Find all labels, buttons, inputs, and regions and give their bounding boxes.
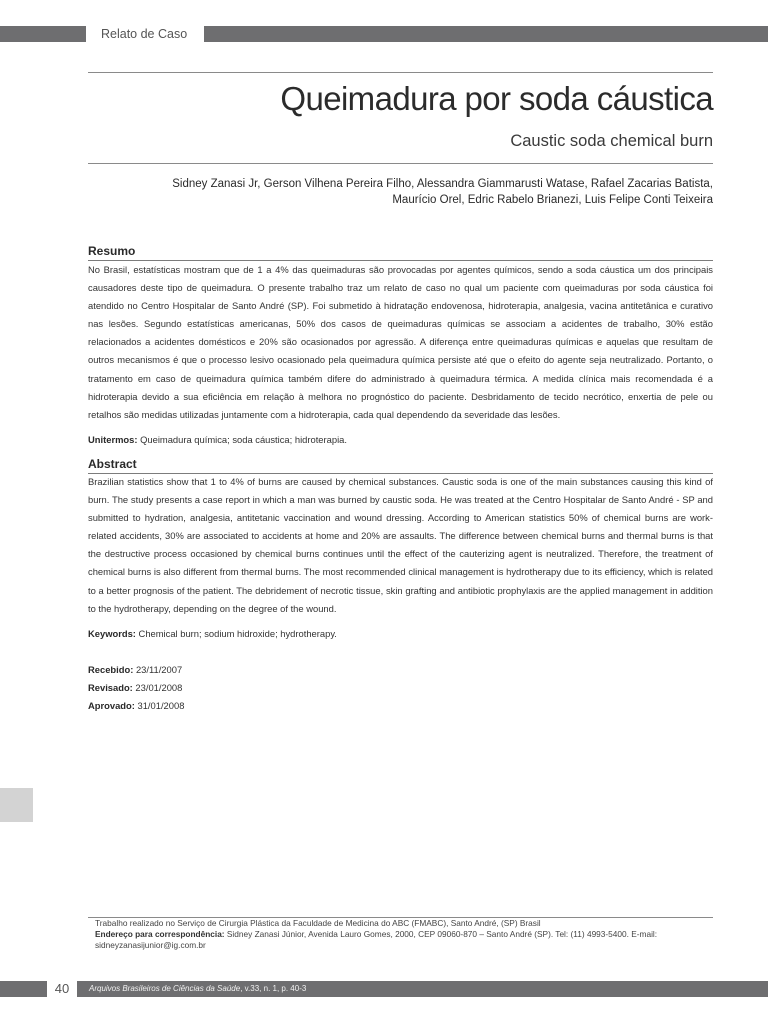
received-value: 23/11/2007 [135,664,183,675]
correspondence-text: Sidney Zanasi Júnior, Avenida Lauro Gomes, 2000, CEP 09060-870 – Santo André (SP). Tel: (11) 4993-5400. E-mail: sidneyzanasijunior@ig.com.br [95,929,658,950]
footnote-correspondence [95,929,710,951]
received-label: Recebido: [88,664,134,675]
correspondence-label: Endereço para correspondência: [95,929,225,939]
submission-dates [88,661,184,716]
title-top-rule [88,72,713,73]
abstract-text: Brazilian statistics show that 1 to 4% of burns are caused by chemical substances. Caustic soda is one of the main substances causing this kind of burn. The study presents a case report in which a man was burned by caustic soda. He was treated at the Centro Hospitalar de Santo André - SP and submitted to hydration, analgesia, antitetanic vaccination and wound dressing. According to American statistics 50% of chemical burns are work-related accidents, 30% are associated to accidents at home and 20% are assaults. The difference between chemical burns and thermal burns is that the destructive process occasioned by chemical burns continues until the effect of the cauterizing agent is neutralized. Therefore, the treatment of chemical burns is also different from thermal burns. The most recommended clinical management is hydrotherapy due to its efficiency, which is related to a better prognosis of the patient. The debridement of necrotic tissue, skin grafting and antibiotic prophylaxis are the applied management in addition to the hydrotherapy, depending on the degree of the wound. [88,476,713,614]
article-title: Queimadura por soda cáustica [280,80,713,117]
approved-value: 31/01/2008 [137,700,185,712]
side-marker [0,788,33,822]
abstract-keywords [88,627,713,641]
journal-volume: , v.33, n. 1, p. 40-3 [240,984,307,993]
keywords-value: Chemical burn; sodium hidroxide; hydrotherapy. [138,628,337,639]
footnote [95,918,710,951]
title-bottom-rule [88,163,713,164]
revised-value: 23/01/2008 [135,682,183,694]
authors-line: Sidney Zanasi Jr, Gerson Vilhena Pereira Filho, Alessandra Giammarusti Watase, Rafael Zacarias Batista, [172,178,713,190]
resumo-keywords [88,433,713,447]
author-list [153,176,713,208]
approved-date [88,697,184,715]
article-subtitle: Caustic soda chemical burn [510,132,713,150]
journal-name: Arquivos Brasileiros de Ciências da Saúde [89,984,241,993]
keywords-label: Unitermos: [88,434,138,445]
approved-label: Aprovado: [88,700,135,712]
journal-citation [89,981,306,997]
page-number: 40 [47,981,77,997]
resumo-text: No Brasil, estatísticas mostram que de 1 a 4% das queimaduras são provocadas por agentes químicos, sendo a soda cáustica um dos principais causadores deste tipo de queimadura. O presente trabalho traz um relato de caso no qual um paciente com queimaduras por soda cáustica foi atendido no Centro Hospitalar de Santo André (SP). Foi submetido à hidratação endovenosa, hidroterapia, analgesia, vacina antitetânica e curativo nas lesões. Segundo estatísticas americanas, 50% dos casos de queimaduras químicas se associam a acidentes de trabalho, 30% estão relacionados a acidentes domésticos e 20% são ocasionados por agressão. A diferença entre queimaduras químicas e aquelas que resultam de outros mecanismos é que o processo lesivo ocasionado pela queimadura química persiste até que o efeito do agente seja neutralizado. Portanto, o tratamento em caso de queimadura química também difere do administrado à queimadura térmica. A medida clínica mais recomendada é a hidroterapia devido a sua eficiência em relação à melhora no prognóstico do paciente. Desbridamento de tecido necrótico, enxertia de pele ou retalhos são medidas utilizadas juntamente com a hidroterapia, cada qual dependendo da severidade das lesões. [88,264,713,420]
keywords-value: Queimadura química; soda cáustica; hidroterapia. [140,434,347,445]
abstract-heading: Abstract [88,457,137,471]
authors-line: Maurício Orel, Edric Rabelo Brianezi, Luis Felipe Conti Teixeira [392,194,713,206]
resumo-heading: Resumo [88,244,136,258]
revised-label: Revisado: [88,682,133,694]
footnote-institution: Trabalho realizado no Serviço de Cirurgia Plástica da Faculdade de Medicina do ABC (FMABC), Santo André, (SP) Brasil [95,918,541,928]
received-date [88,661,184,679]
keywords-label: Keywords: [88,628,136,639]
revised-date [88,679,184,697]
section-label: Relato de Caso [86,26,204,42]
